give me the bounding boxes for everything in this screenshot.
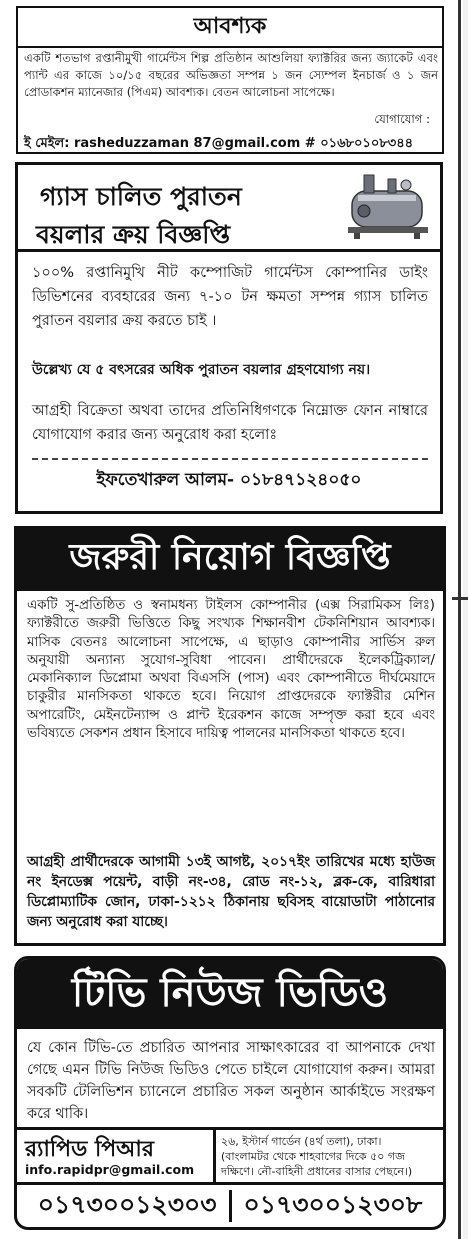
ad-tv-news-video xyxy=(14,956,446,1230)
ad4-brand: র‍্যাপিড পিআর xyxy=(25,1137,154,1162)
ad4-body: যে কোন টিভি-তে প্রচারিত আপনার সাক্ষাৎকারের বা আপনাকে দেখা গেছে এমন টিভি নিউজ ভিডিও পেতে চাইলে যোগাযোগ করুন। আমরা সবকটি টেলিভিশন চ্যানেলে প্রচারিত সকল অনুষ্ঠান আর্কাইভে সংরক্ষণ করে থাকি। xyxy=(27,1040,435,1122)
ad2-note: উল্লেখ্য যে ৫ বৎসরের অধিক পুরাতন বয়লার গ্রহণযোগ্য নয়। xyxy=(32,362,371,378)
ad2-header xyxy=(18,165,440,252)
ad4-phone-1: ০১৭৩০০১২৩০৩ xyxy=(37,1189,217,1219)
ad4-email: info.rapidpr@gmail.com xyxy=(25,1162,195,1177)
ad4-address xyxy=(221,1134,439,1179)
ad-urgent-recruitment xyxy=(14,526,446,946)
ad-job-garments xyxy=(16,6,444,154)
ad4-heading: টিভি নিউজ ভিডিও xyxy=(17,959,443,1029)
ad4-phone-separator xyxy=(229,1190,232,1222)
adjacent-column-edge xyxy=(463,0,468,1239)
ad4-address-line1: ২৬, ইস্টার্ন গার্ডেন (৪র্থ তলা), ঢাকা। xyxy=(221,1135,382,1148)
ad2-title-line1: গ্যাস চালিত পুরাতন xyxy=(40,182,242,211)
ad2-title-line2: বয়লার ক্রয় বিজ্ঞপ্তি xyxy=(36,220,231,249)
ad3-heading: জরুরী নিয়োগ বিজ্ঞপ্তি xyxy=(17,529,443,591)
ad4-contact-block xyxy=(17,1127,443,1185)
ad1-body: একটি শতভাগ রপ্তানীমুখী গার্মেন্টস শিল্প প্রতিষ্ঠান আশুলিয়া ফ্যাক্টরির জন্য জ্যাকেট এবং প্যান্ট এর কাজে ১০/১৫ বছরের অভিজ্ঞতা সম্পন্ন ১ জন স্যেম্পল ইনচার্জ ও ১ জন প্রোডাকশন ম্যানেজার (পিএম) আবশ্যক। বেতন আলোচনা সাপেক্ষে। xyxy=(24,51,438,99)
ad2-paragraph-3: আগ্রহী বিক্রেতা অথবা তাদের প্রতিনিধিগণকে নিম্নোক্ত ফোন নাম্বারে যোগাযোগ করার জন্য অনুরোধ করা হলোঃ xyxy=(32,403,428,443)
ad1-contact-label: যোগাযোগ : xyxy=(374,112,430,126)
ad4-phones xyxy=(17,1185,443,1227)
ad3-body: একটি সু-প্রতিষ্ঠিত ও স্বনামধন্য টাইলস কোম্পানীর (এক্স সিরামিকস লিঃ) ফ্যাক্টরীতে জরুরী ভিত্তিতে কিছু সংখ্যক শিক্ষানবীশ টেকনিশিয়ান আবশ্যক। মাসিক বেতনঃ আলোচনা সাপেক্ষে, এ ছাড়াও কোম্পানীর সার্ভিস রুল অনুযায়ী অন্যান্য সুযোগ-সুবিধা পাবেন। প্রার্থীদেরকে ইলেকট্রিক্যাল/মেকানিক্যাল ডিপ্লোমা অথবা বিএসসি (পাস) এবং কোম্পানীতে দীর্ঘমেয়াদে চাকুরীর মানসিকতা থাকতে হবে। নিয়োগ প্রাপ্তদেরকে ফ্যাক্টরীর মেশিন অপারেটিং, মেইনটেন্যান্স ও প্লান্ট ইরেকশন কাজে সম্পৃক্ত করা হবে এবং ভবিষ্যতে সেকশন প্রধান হিসাবে দায়িত্ব পালনের মানসিকতা থাকতে হবে। xyxy=(27,598,435,742)
ad3-instructions: আগ্রহী প্রার্থীদেরকে আগামী ১৩ই আগষ্ট, ২০১৭ইং তারিখের মধ্যে হাউজ নং ইনডেক্স পয়েন্ট, বাড়ী নং-৩৪, রোড নং-১২, ব্লক-কে, বারিধারা ডিপ্লোম্যাটিক জোন, ঢাকা-১২১২ ঠিকানায় ছবিসহ বায়োডাটা পাঠানোর জন্য অনুরোধ করা যাচ্ছে। xyxy=(27,854,435,930)
ad4-phone-2: ০১৭৩০০১২৩০৮ xyxy=(243,1189,423,1219)
ad2-paragraph-1: ১০০% রপ্তানিমুখি নীট কম্পোজিট গার্মেন্টস কোম্পানির ডাইং ডিভিশনের ব্যবহারের জন্য ৭-১০ টন ক্ষমতা সম্পন্ন গ্যাস চালিত পুরাতন বয়লার ক্রয় করতে চাই । xyxy=(32,265,428,329)
boiler-icon xyxy=(344,171,432,241)
ad4-divider xyxy=(213,1130,216,1182)
ad1-email-line: ই মেইল: rasheduzzaman 87@gmail.com # ০১৬৮০১০৮৩৪৪ xyxy=(24,136,414,151)
ad1-heading: আবশ্যক xyxy=(18,8,442,48)
ad-boiler-purchase xyxy=(15,162,443,514)
ad4-address-line2: (বাংলামটর থেকে শাহবাগের দিকে ৫০ গজ দক্ষিণে। নৌ-বাহিনী প্রধানের বাসার পেছনে।) xyxy=(221,1150,413,1178)
ad2-contact: ইফতেখারুল আলম- ০১৮৪৭১২৪০৫০ xyxy=(96,470,362,490)
column-divider-tick xyxy=(452,597,468,600)
ad2-divider xyxy=(32,458,428,460)
column-rule xyxy=(458,0,461,1239)
